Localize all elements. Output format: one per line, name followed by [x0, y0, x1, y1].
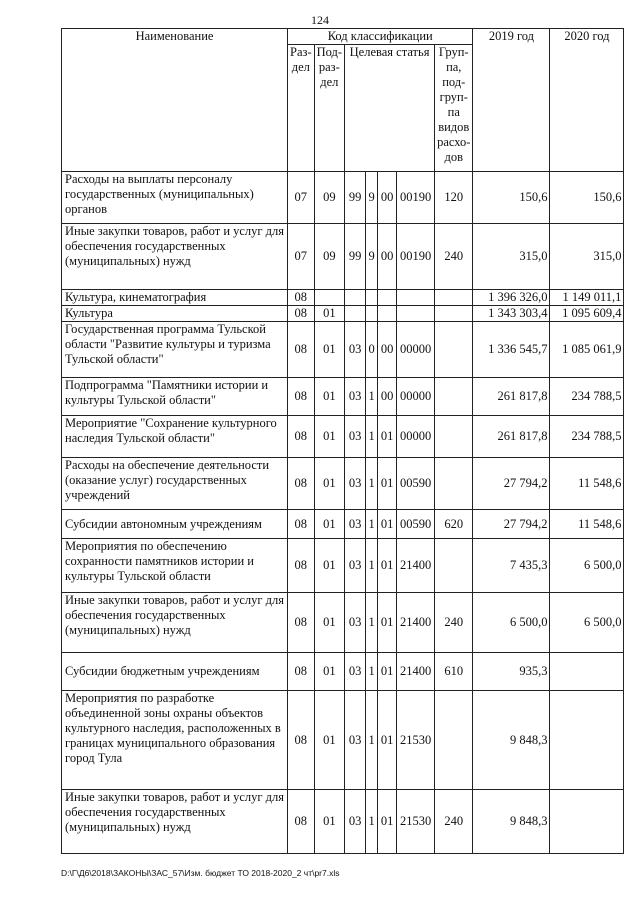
row-value-2019: 935,3 — [473, 653, 550, 691]
row-target-1: 03 — [345, 653, 366, 691]
row-subsection: 01 — [314, 378, 344, 416]
row-target-1 — [345, 290, 366, 306]
row-target-3: 01 — [378, 593, 397, 653]
row-value-2020 — [550, 691, 624, 790]
row-expense-group: 240 — [435, 790, 473, 854]
row-name: Мероприятия по обеспечению сохранности памятников истории и культуры Тульской области — [62, 539, 288, 593]
row-target-3: 00 — [378, 172, 397, 224]
row-value-2020: 150,6 — [550, 172, 624, 224]
row-name: Мероприятия по разработке объединенной зоны охраны объектов культурного наследия, расположенных в границах муниципального образования город Тула — [62, 691, 288, 790]
header-2019: 2019 год — [473, 29, 550, 172]
row-subsection: 01 — [314, 322, 344, 378]
row-section: 08 — [288, 378, 315, 416]
row-target-3: 00 — [378, 322, 397, 378]
row-target-4: 21400 — [397, 653, 435, 691]
table-row — [62, 378, 624, 416]
header-subsection: Под-раз-дел — [314, 45, 344, 172]
row-target-4: 00590 — [397, 510, 435, 539]
row-value-2020: 6 500,0 — [550, 539, 624, 593]
row-section: 08 — [288, 539, 315, 593]
row-target-3: 01 — [378, 510, 397, 539]
row-value-2019: 150,6 — [473, 172, 550, 224]
row-name: Субсидии автономным учреждениям — [62, 510, 288, 539]
row-name: Иные закупки товаров, работ и услуг для обеспечения государственных (муниципальных) нужд — [62, 790, 288, 854]
row-subsection: 01 — [314, 593, 344, 653]
row-target-1: 03 — [345, 593, 366, 653]
row-value-2019: 261 817,8 — [473, 416, 550, 458]
row-target-2: 1 — [366, 510, 378, 539]
row-name: Иные закупки товаров, работ и услуг для обеспечения государственных (муниципальных) нужд — [62, 593, 288, 653]
row-subsection: 01 — [314, 416, 344, 458]
row-value-2020: 11 548,6 — [550, 510, 624, 539]
row-expense-group — [435, 416, 473, 458]
table-row — [62, 691, 624, 790]
row-target-4: 00000 — [397, 378, 435, 416]
row-target-4: 00190 — [397, 224, 435, 290]
table-row — [62, 322, 624, 378]
row-subsection: 01 — [314, 306, 344, 322]
row-target-2: 1 — [366, 653, 378, 691]
row-name: Иные закупки товаров, работ и услуг для обеспечения государственных (муниципальных) нужд — [62, 224, 288, 290]
row-subsection: 09 — [314, 224, 344, 290]
header-expense-group: Груп-па, под-груп-па видов расхо-дов — [435, 45, 473, 172]
row-target-2 — [366, 306, 378, 322]
header-section: Раз-дел — [288, 45, 315, 172]
row-expense-group: 120 — [435, 172, 473, 224]
row-target-2 — [366, 290, 378, 306]
row-value-2020: 1 085 061,9 — [550, 322, 624, 378]
row-target-1: 03 — [345, 378, 366, 416]
row-section: 08 — [288, 416, 315, 458]
table-row — [62, 539, 624, 593]
row-value-2019: 27 794,2 — [473, 510, 550, 539]
row-target-3 — [378, 290, 397, 306]
row-target-1 — [345, 306, 366, 322]
row-expense-group — [435, 539, 473, 593]
row-section: 08 — [288, 290, 315, 306]
row-target-1: 99 — [345, 172, 366, 224]
row-name: Субсидии бюджетным учреждениям — [62, 653, 288, 691]
row-value-2020 — [550, 790, 624, 854]
row-value-2020: 6 500,0 — [550, 593, 624, 653]
row-value-2019: 261 817,8 — [473, 378, 550, 416]
table-row — [62, 416, 624, 458]
row-target-4: 21530 — [397, 691, 435, 790]
row-target-3: 01 — [378, 790, 397, 854]
row-target-2: 1 — [366, 378, 378, 416]
row-section: 07 — [288, 172, 315, 224]
row-target-2: 1 — [366, 416, 378, 458]
row-target-2: 9 — [366, 172, 378, 224]
row-name: Расходы на обеспечение деятельности (оказание услуг) государственных учреждений — [62, 458, 288, 510]
row-target-2: 1 — [366, 691, 378, 790]
row-target-1: 03 — [345, 539, 366, 593]
row-target-3: 00 — [378, 224, 397, 290]
table-row — [62, 510, 624, 539]
page-number: 124 — [311, 13, 329, 27]
row-target-3: 01 — [378, 539, 397, 593]
row-subsection: 01 — [314, 539, 344, 593]
row-expense-group — [435, 306, 473, 322]
footer-file-path: D:\Г\Д6\2018\ЗАКОНЫ\ЗАС_57\Изм. бюджет ТО 2018-2020_2 чт\pr7.xls — [61, 868, 340, 878]
row-target-4: 00000 — [397, 322, 435, 378]
row-target-3: 01 — [378, 458, 397, 510]
row-target-4: 21400 — [397, 593, 435, 653]
row-name: Подпрограмма "Памятники истории и культуры Тульской области" — [62, 378, 288, 416]
row-subsection: 01 — [314, 653, 344, 691]
row-target-4: 21530 — [397, 790, 435, 854]
table-row — [62, 306, 624, 322]
row-expense-group — [435, 458, 473, 510]
row-target-1: 03 — [345, 458, 366, 510]
header-code-group: Код классификации — [288, 29, 473, 45]
row-expense-group: 240 — [435, 224, 473, 290]
row-target-2: 1 — [366, 593, 378, 653]
row-section: 08 — [288, 593, 315, 653]
row-target-1: 03 — [345, 416, 366, 458]
row-target-4: 00590 — [397, 458, 435, 510]
row-target-4: 21400 — [397, 539, 435, 593]
row-target-1: 03 — [345, 691, 366, 790]
row-name: Культура, кинематография — [62, 290, 288, 306]
budget-table — [61, 28, 624, 854]
table-row — [62, 172, 624, 224]
table-row — [62, 593, 624, 653]
row-target-4 — [397, 290, 435, 306]
row-target-3: 01 — [378, 691, 397, 790]
row-value-2019: 9 848,3 — [473, 691, 550, 790]
row-target-3 — [378, 306, 397, 322]
row-target-4: 00000 — [397, 416, 435, 458]
row-expense-group — [435, 378, 473, 416]
row-name: Культура — [62, 306, 288, 322]
row-value-2020: 11 548,6 — [550, 458, 624, 510]
table-row — [62, 224, 624, 290]
row-target-1: 03 — [345, 790, 366, 854]
row-section: 08 — [288, 790, 315, 854]
row-target-1: 03 — [345, 510, 366, 539]
row-value-2020 — [550, 653, 624, 691]
row-expense-group — [435, 691, 473, 790]
row-target-2: 9 — [366, 224, 378, 290]
row-value-2019: 7 435,3 — [473, 539, 550, 593]
row-value-2020: 1 095 609,4 — [550, 306, 624, 322]
row-value-2020: 234 788,5 — [550, 378, 624, 416]
row-expense-group: 620 — [435, 510, 473, 539]
row-value-2019: 27 794,2 — [473, 458, 550, 510]
row-target-4: 00190 — [397, 172, 435, 224]
row-target-2: 1 — [366, 458, 378, 510]
row-section: 08 — [288, 306, 315, 322]
row-subsection: 01 — [314, 691, 344, 790]
header-target: Целевая статья — [345, 45, 435, 172]
row-target-1: 03 — [345, 322, 366, 378]
row-value-2019: 1 336 545,7 — [473, 322, 550, 378]
row-expense-group: 240 — [435, 593, 473, 653]
row-target-3: 00 — [378, 378, 397, 416]
row-value-2019: 9 848,3 — [473, 790, 550, 854]
row-value-2020: 1 149 011,1 — [550, 290, 624, 306]
row-value-2019: 6 500,0 — [473, 593, 550, 653]
row-section: 08 — [288, 653, 315, 691]
row-subsection — [314, 290, 344, 306]
row-value-2019: 1 396 326,0 — [473, 290, 550, 306]
table-row — [62, 790, 624, 854]
row-target-3: 01 — [378, 653, 397, 691]
row-section: 07 — [288, 224, 315, 290]
row-target-4 — [397, 306, 435, 322]
row-value-2020: 234 788,5 — [550, 416, 624, 458]
row-name: Государственная программа Тульской области "Развитие культуры и туризма Тульской области" — [62, 322, 288, 378]
row-target-2: 1 — [366, 539, 378, 593]
table-row — [62, 653, 624, 691]
row-name: Мероприятие "Сохранение культурного наследия Тульской области" — [62, 416, 288, 458]
row-section: 08 — [288, 510, 315, 539]
row-target-2: 1 — [366, 790, 378, 854]
row-expense-group — [435, 290, 473, 306]
row-target-2: 0 — [366, 322, 378, 378]
row-section: 08 — [288, 458, 315, 510]
row-expense-group — [435, 322, 473, 378]
row-subsection: 09 — [314, 172, 344, 224]
table-row — [62, 458, 624, 510]
row-value-2019: 315,0 — [473, 224, 550, 290]
row-target-3: 01 — [378, 416, 397, 458]
row-subsection: 01 — [314, 790, 344, 854]
row-subsection: 01 — [314, 458, 344, 510]
row-value-2020: 315,0 — [550, 224, 624, 290]
header-2020: 2020 год — [550, 29, 624, 172]
row-expense-group: 610 — [435, 653, 473, 691]
row-section: 08 — [288, 691, 315, 790]
row-target-1: 99 — [345, 224, 366, 290]
row-section: 08 — [288, 322, 315, 378]
header-name: Наименование — [62, 29, 288, 172]
row-name: Расходы на выплаты персоналу государственных (муниципальных) органов — [62, 172, 288, 224]
row-subsection: 01 — [314, 510, 344, 539]
row-value-2019: 1 343 303,4 — [473, 306, 550, 322]
table-row — [62, 290, 624, 306]
